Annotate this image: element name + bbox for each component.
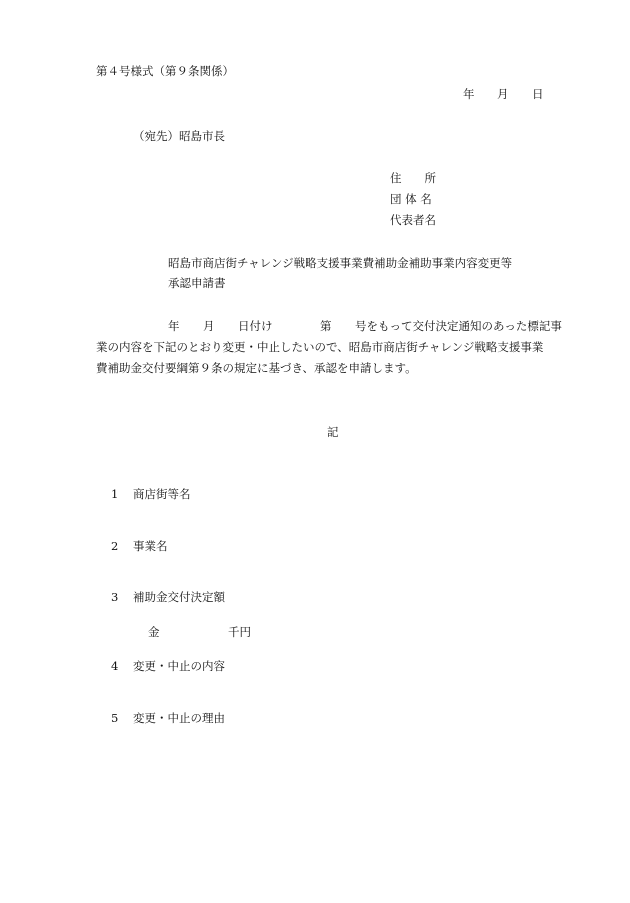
representative-label: 代表者名 xyxy=(390,213,436,227)
ki-heading: 記 xyxy=(327,425,339,439)
body-year: 年 xyxy=(168,319,180,333)
amount-kin: 金 xyxy=(148,625,160,639)
document-title-line2: 承認申請書 xyxy=(168,276,226,290)
address-label: 住 所 xyxy=(390,171,436,185)
organization-name-label: 団 体 名 xyxy=(390,192,432,206)
form-number: 第４号様式（第９条関係） xyxy=(96,64,234,78)
item-label-grant-amount: 補助金交付決定額 xyxy=(133,590,225,604)
date-month-label: 月 xyxy=(497,87,509,101)
body-dai: 第 xyxy=(320,319,332,333)
body-line3: 費補助金交付要綱第９条の規定に基づき、承認を申請します。 xyxy=(96,361,417,375)
item-number: 3 xyxy=(111,590,119,604)
item-label-change-reason: 変更・中止の理由 xyxy=(133,711,225,725)
item-label-shopping-street: 商店街等名 xyxy=(133,487,191,501)
item-number: 1 xyxy=(111,487,119,501)
body-line2: 業の内容を下記のとおり変更・中止したいので、昭島市商店街チャレンジ戦略支援事業 xyxy=(96,340,544,354)
amount-unit: 千円 xyxy=(228,625,251,639)
addressee: （宛先）昭島市長 xyxy=(133,129,225,143)
item-label-change-content: 変更・中止の内容 xyxy=(133,659,225,673)
item-number: 2 xyxy=(111,539,119,553)
body-dated: 日付け xyxy=(238,319,273,333)
document-title-line1: 昭島市商店街チャレンジ戦略支援事業費補助金補助事業内容変更等 xyxy=(168,256,513,270)
date-year-label: 年 xyxy=(463,87,475,101)
body-line1-rest: 号をもって交付決定通知のあった標記事 xyxy=(355,319,562,333)
item-number: 4 xyxy=(111,659,119,673)
item-number: 5 xyxy=(111,711,119,725)
body-month: 月 xyxy=(203,319,215,333)
date-day-label: 日 xyxy=(532,87,544,101)
item-label-project-name: 事業名 xyxy=(133,539,168,553)
